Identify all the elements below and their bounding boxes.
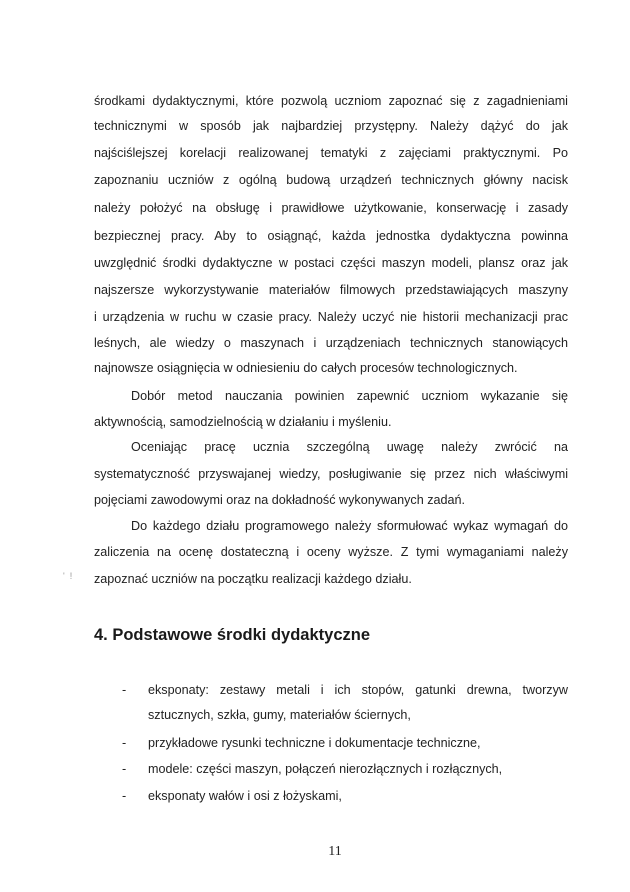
text-line: zapoznać uczniów na początku realizacji każdego działu.	[94, 572, 412, 586]
bullet-dash: -	[122, 683, 127, 697]
list-item-text: modele: części maszyn, połączeń nierozłącznych i rozłącznych,	[148, 762, 503, 776]
bullet-dash: -	[122, 736, 127, 750]
list-item-text: sztucznych, szkła, gumy, materiałów ściernych,	[148, 708, 411, 722]
text-line: środkami dydaktycznymi, które pozwolą uczniom zapoznać się z zagadnieniami	[94, 94, 568, 108]
text-line: i urządzenia w ruchu w czasie pracy. Należy uczyć nie historii mechanizacji prac	[94, 310, 568, 324]
text-line: najściślejszej korelacji realizowanej tematyki z zajęciami praktycznymi. Po	[94, 146, 568, 160]
text-line: najnowsze osiągnięcia w odniesieniu do całych procesów technologicznych.	[94, 361, 518, 375]
page-number: 11	[328, 844, 342, 859]
list-item-text: eksponaty: zestawy metali i ich stopów, gatunki drewna, tworzyw	[148, 683, 568, 697]
text-line: leśnych, ale wiedzy o maszynach i urządzeniach technicznych stanowiących	[94, 336, 568, 350]
text-line: systematyczność przyswajanej wiedzy, posługiwanie się przez nich właściwymi	[94, 467, 568, 481]
text-line: Dobór metod nauczania powinien zapewnić uczniom wykazanie się	[131, 389, 568, 403]
text-line: zaliczenia na ocenę dostateczną i oceny wyższe. Z tymi wymaganiami należy	[94, 545, 568, 559]
text-line: Oceniając pracę ucznia szczególną uwagę należy zwrócić na	[131, 440, 568, 454]
text-line: zapoznaniu uczniów z ogólną budową urządzeń technicznych główny nacisk	[94, 173, 568, 187]
list-item-text: przykładowe rysunki techniczne i dokumentacje techniczne,	[148, 736, 481, 750]
section-heading: 4. Podstawowe środki dydaktyczne	[94, 626, 371, 644]
scan-mark: ' !	[63, 571, 73, 581]
text-line: aktywnością, samodzielnością w działaniu i myśleniu.	[94, 415, 392, 429]
text-line: należy położyć na obsługę i prawidłowe użytkowanie, konserwację i zasady	[94, 201, 568, 215]
text-line: technicznymi w sposób jak najbardziej przystępny. Należy dążyć do jak	[94, 119, 568, 133]
bullet-dash: -	[122, 789, 127, 803]
text-line: uwzględnić środki dydaktyczne w postaci części maszyn modeli, plansz oraz jak	[94, 256, 568, 270]
bullet-dash: -	[122, 762, 127, 776]
text-line: pojęciami zawodowymi oraz na dokładność wykonywanych zadań.	[94, 493, 466, 507]
text-line: najszersze wykorzystywanie materiałów filmowych przedstawiających maszyny	[94, 283, 568, 297]
text-line: Do każdego działu programowego należy sformułować wykaz wymagań do	[131, 519, 568, 533]
text-line: bezpiecznej pracy. Aby to osiągnąć, każda jednostka dydaktyczna powinna	[94, 229, 568, 243]
list-item-text: eksponaty wałów i osi z łożyskami,	[148, 789, 342, 803]
